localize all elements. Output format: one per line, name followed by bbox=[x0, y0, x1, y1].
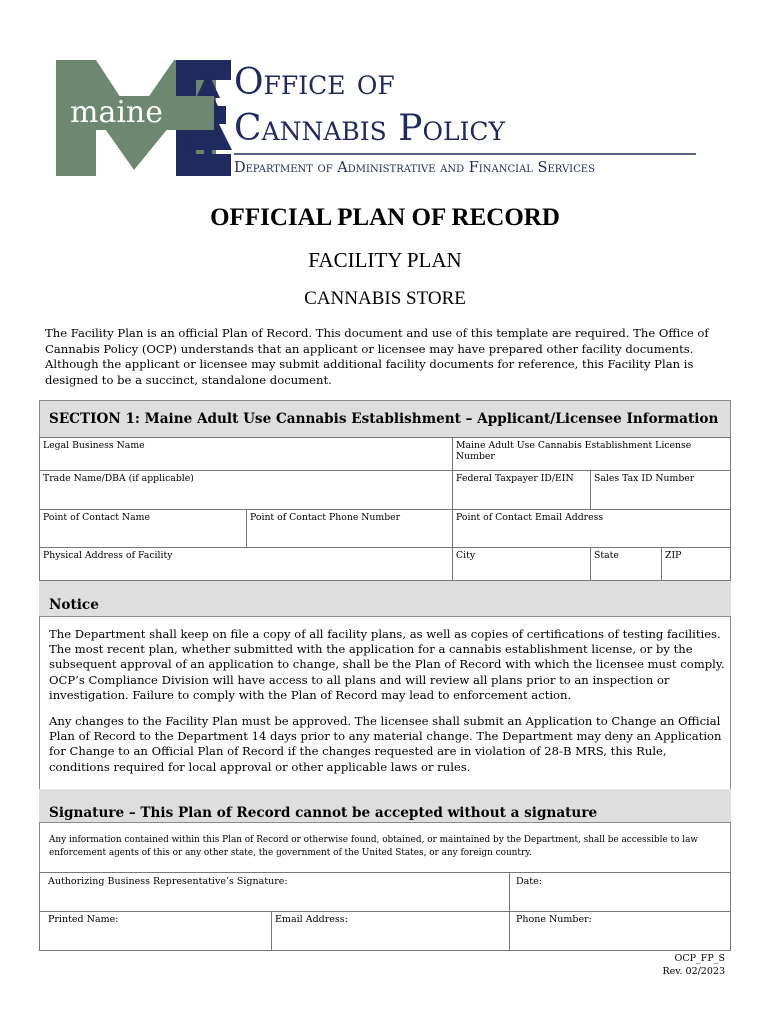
contact-email-label: Point of Contact Email Address bbox=[456, 512, 604, 523]
email-address-label: Email Address: bbox=[275, 914, 348, 925]
date-field[interactable] bbox=[509, 872, 731, 912]
contact-phone-field[interactable] bbox=[246, 509, 453, 549]
trade-name-field[interactable] bbox=[39, 470, 453, 510]
ocp-logo bbox=[56, 58, 706, 176]
state-field[interactable] bbox=[590, 547, 662, 581]
logo-policy-text: Cannabis Policy bbox=[234, 108, 506, 149]
notice-paragraph-1: The Department shall keep on file a copy of all facility plans, as well as copies of certifications of testing facilities. The most recent plan, whether submitted with the application for a cannabis establishment license, or by the subsequent approval of an application to change, shall be the Plan of Record with which the licensee must comply. OCP’s Compliance Division will have access to all plans and will review all plans prior to an inspection or investigation. Failure to comply with the Plan of Record may lead to enforcement action. bbox=[49, 627, 725, 702]
authorizing-signature-label: Authorizing Business Representative’s Signature: bbox=[48, 876, 288, 887]
sales-tax-id-label: Sales Tax ID Number bbox=[594, 473, 695, 484]
sales-tax-id-field[interactable] bbox=[590, 470, 731, 510]
footer-code: OCP_FP_S bbox=[674, 953, 725, 964]
subtitle-facility-plan: FACILITY PLAN bbox=[308, 248, 462, 272]
email-address-field[interactable] bbox=[271, 911, 510, 951]
contact-email-field[interactable] bbox=[452, 509, 731, 549]
contact-name-label: Point of Contact Name bbox=[43, 512, 150, 523]
notice-box bbox=[39, 581, 731, 790]
notice-paragraph-2: Any changes to the Facility Plan must be approved. The licensee shall submit an Application to Change an Official Plan of Record to the Department 14 days prior to any material change. The Department may deny an Application for Change to an Official Plan of Record if the changes requested are in violation of 28-B MRS, this Rule, conditions required for local approval or other applicable laws or rules. bbox=[49, 714, 722, 774]
license-number-field[interactable] bbox=[452, 437, 731, 471]
contact-phone-label: Point of Contact Phone Number bbox=[250, 512, 401, 523]
city-label: City bbox=[456, 550, 476, 561]
physical-address-label: Physical Address of Facility bbox=[43, 550, 173, 561]
date-label: Date: bbox=[516, 876, 542, 887]
federal-ein-field[interactable] bbox=[452, 470, 591, 510]
signature-disclaimer: Any information contained within this Plan of Record or otherwise found, obtained, or maintained by the Department, shall be accessible to law enforcement agents of this or any other state, the government of the United States, or any foreign country. bbox=[49, 835, 698, 858]
logo-office-text: Office of bbox=[234, 62, 395, 103]
logo-maine-text: maine bbox=[70, 95, 164, 130]
federal-ein-label: Federal Taxpayer ID/EIN bbox=[456, 473, 574, 484]
city-field[interactable] bbox=[452, 547, 591, 581]
state-label: State bbox=[594, 550, 619, 561]
subtitle-cannabis-store: CANNABIS STORE bbox=[304, 288, 466, 309]
contact-name-field[interactable] bbox=[39, 509, 247, 549]
printed-name-label: Printed Name: bbox=[48, 914, 119, 925]
legal-business-name-field[interactable] bbox=[39, 437, 453, 471]
notice-header: Notice bbox=[49, 597, 99, 613]
notice-header-bar bbox=[39, 581, 731, 617]
printed-name-field[interactable] bbox=[39, 911, 272, 951]
authorizing-signature-field[interactable] bbox=[39, 872, 510, 912]
license-number-label: Maine Adult Use Cannabis Establishment License Number bbox=[456, 440, 692, 462]
intro-paragraph: The Facility Plan is an official Plan of Record. This document and use of this template are required. The Office of Cannabis Policy (OCP) understands that an applicant or licensee may have prepared other facility documents. Although the applicant or licensee may submit additional facility documents for reference, this Facility Plan is designed to be a succinct, standalone document. bbox=[45, 326, 709, 387]
legal-business-name-label: Legal Business Name bbox=[43, 440, 145, 451]
signature-header-bar bbox=[39, 789, 731, 823]
zip-label: ZIP bbox=[665, 550, 682, 561]
signature-header: Signature – This Plan of Record cannot be accepted without a signature bbox=[49, 805, 598, 821]
page-title: OFFICIAL PLAN OF RECORD bbox=[210, 204, 560, 231]
footer-revision: Rev. 02/2023 bbox=[662, 966, 725, 977]
physical-address-field[interactable] bbox=[39, 547, 453, 581]
logo-department-text: Department of Administrative and Financial Services bbox=[234, 160, 595, 176]
trade-name-label: Trade Name/DBA (if applicable) bbox=[43, 473, 194, 484]
section1-header: SECTION 1: Maine Adult Use Cannabis Establishment – Applicant/Licensee Information bbox=[49, 411, 719, 427]
zip-field[interactable] bbox=[661, 547, 731, 581]
phone-number-field[interactable] bbox=[509, 911, 731, 951]
footer bbox=[662, 952, 725, 978]
phone-number-label: Phone Number: bbox=[516, 914, 592, 925]
